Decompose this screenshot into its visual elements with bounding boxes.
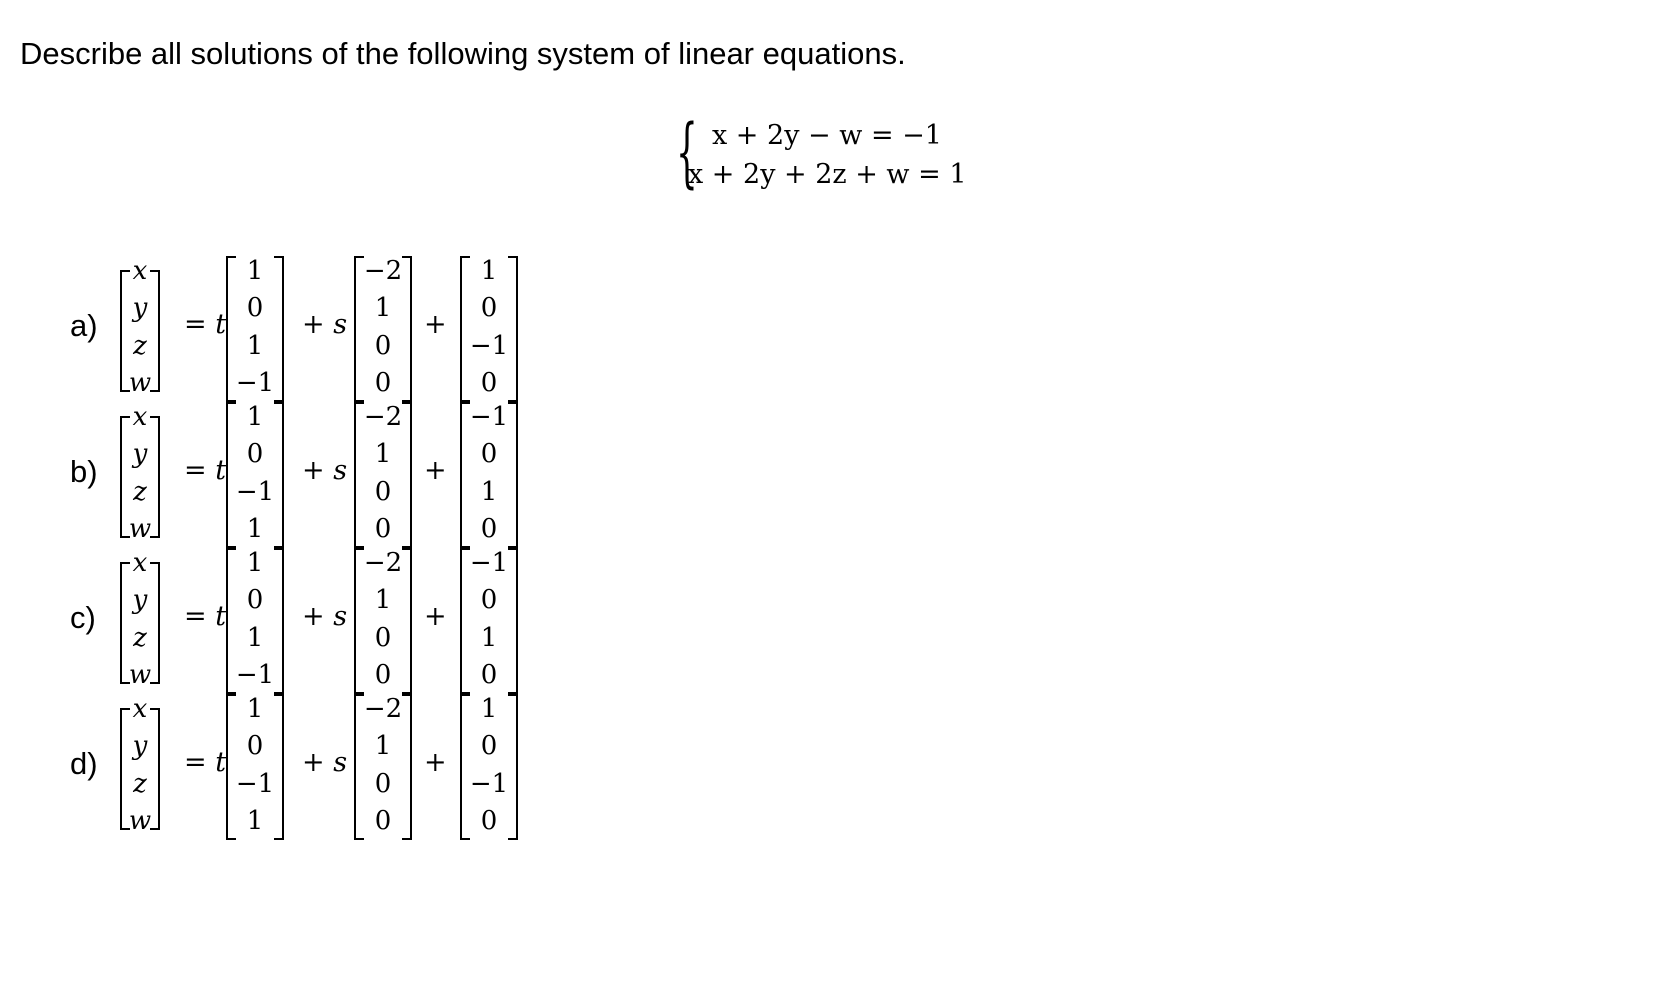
vector-s xyxy=(354,544,412,694)
variable-vector xyxy=(120,690,160,840)
parameter-s: s xyxy=(333,309,348,340)
parameter-t: t xyxy=(215,747,227,778)
option-label: b) xyxy=(70,454,98,489)
vector-entries xyxy=(460,544,518,694)
vector-entry: 1 xyxy=(246,256,264,286)
vector-entry: 0 xyxy=(480,439,498,469)
option-a[interactable] xyxy=(0,252,600,402)
vector-entry: w xyxy=(128,806,152,836)
vector-constant xyxy=(460,544,518,694)
equals-sign: = xyxy=(184,747,207,778)
vector-entry: 0 xyxy=(480,368,498,398)
vector-entry: 1 xyxy=(374,731,392,761)
vector-entry: 0 xyxy=(374,623,392,653)
vector-entries xyxy=(120,252,160,402)
parameter-s: s xyxy=(333,601,348,632)
vector-constant xyxy=(460,398,518,548)
vector-entry: 1 xyxy=(480,477,498,507)
option-d[interactable] xyxy=(0,690,600,840)
equation-2-rhs: = 1 xyxy=(918,159,967,190)
vector-entries xyxy=(120,398,160,548)
vector-entry: 1 xyxy=(246,548,264,578)
vector-constant xyxy=(460,690,518,840)
vector-entry: −2 xyxy=(363,694,403,724)
vector-entry: 0 xyxy=(374,331,392,361)
vector-entry: 1 xyxy=(374,293,392,323)
vector-s xyxy=(354,398,412,548)
plus-s xyxy=(302,455,347,486)
vector-entry: 0 xyxy=(480,585,498,615)
parameter-s: s xyxy=(333,747,348,778)
vector-s xyxy=(354,252,412,402)
option-b[interactable] xyxy=(0,398,600,548)
vector-t xyxy=(226,544,284,694)
vector-entries xyxy=(354,398,412,548)
vector-entry: −1 xyxy=(235,660,275,690)
vector-entry: y xyxy=(132,293,148,323)
vector-entry: −1 xyxy=(469,402,509,432)
vector-entry: 1 xyxy=(246,402,264,432)
vector-entry: 0 xyxy=(374,368,392,398)
vector-entry: 0 xyxy=(480,806,498,836)
vector-entry: 1 xyxy=(480,256,498,286)
vector-entry: 1 xyxy=(246,806,264,836)
variable-vector xyxy=(120,544,160,694)
vector-entry: z xyxy=(133,331,147,361)
vector-entry: x xyxy=(132,548,148,578)
vector-entry: 0 xyxy=(246,439,264,469)
vector-s xyxy=(354,690,412,840)
vector-entry: 0 xyxy=(374,806,392,836)
vector-entry: z xyxy=(133,477,147,507)
vector-entry: 1 xyxy=(246,514,264,544)
plus-s xyxy=(302,309,347,340)
plus-sign: + xyxy=(302,747,325,778)
vector-entry: 0 xyxy=(246,731,264,761)
equation-1-lhs: x + 2y − w xyxy=(712,120,863,151)
vector-t xyxy=(226,690,284,840)
vector-entry: 0 xyxy=(374,514,392,544)
vector-entries xyxy=(120,690,160,840)
vector-entry: 1 xyxy=(246,623,264,653)
plus-sign: + xyxy=(424,601,447,632)
option-label: a) xyxy=(70,308,98,343)
vector-entry: −1 xyxy=(469,331,509,361)
plus-sign: + xyxy=(302,309,325,340)
vector-entry: 1 xyxy=(480,694,498,724)
vector-entry: y xyxy=(132,585,148,615)
vector-constant xyxy=(460,252,518,402)
vector-entries xyxy=(226,252,284,402)
parameter-s: s xyxy=(333,455,348,486)
vector-entry: 1 xyxy=(246,331,264,361)
plus-sign: + xyxy=(424,309,447,340)
plus-sign: + xyxy=(424,455,447,486)
vector-entry: 1 xyxy=(480,623,498,653)
parameter-t: t xyxy=(215,601,227,632)
option-c[interactable] xyxy=(0,544,600,694)
vector-entry: −1 xyxy=(235,368,275,398)
vector-t xyxy=(226,398,284,548)
equation-1 xyxy=(712,120,942,151)
plus-constant xyxy=(424,601,447,632)
variable-vector xyxy=(120,398,160,548)
vector-entry: 1 xyxy=(374,439,392,469)
variable-vector xyxy=(120,252,160,402)
vector-entry: z xyxy=(133,769,147,799)
vector-entry: −1 xyxy=(469,548,509,578)
equation-2 xyxy=(688,159,967,190)
option-label: d) xyxy=(70,746,98,781)
vector-entry: 1 xyxy=(374,585,392,615)
vector-t xyxy=(226,252,284,402)
option-label: c) xyxy=(70,600,96,635)
vector-entry: 0 xyxy=(246,585,264,615)
equation-system xyxy=(676,107,996,200)
vector-entry: y xyxy=(132,731,148,761)
vector-entry: w xyxy=(128,660,152,690)
parameter-t: t xyxy=(215,455,227,486)
equation-2-lhs: x + 2y + 2z + w xyxy=(688,159,910,190)
vector-entry: 0 xyxy=(480,293,498,323)
vector-entry: −2 xyxy=(363,256,403,286)
vector-entry: y xyxy=(132,439,148,469)
vector-entry: −2 xyxy=(363,402,403,432)
plus-s xyxy=(302,747,347,778)
equation-1-rhs: = −1 xyxy=(870,120,942,151)
equals-t xyxy=(184,455,226,486)
plus-sign: + xyxy=(302,601,325,632)
plus-constant xyxy=(424,309,447,340)
vector-entries xyxy=(120,544,160,694)
equals-sign: = xyxy=(184,309,207,340)
vector-entries xyxy=(226,398,284,548)
vector-entry: 0 xyxy=(480,731,498,761)
parameter-t: t xyxy=(215,309,227,340)
vector-entry: x xyxy=(132,402,148,432)
equals-t xyxy=(184,309,226,340)
vector-entry: x xyxy=(132,694,148,724)
vector-entries xyxy=(354,544,412,694)
vector-entry: −2 xyxy=(363,548,403,578)
vector-entries xyxy=(226,690,284,840)
vector-entry: −1 xyxy=(235,477,275,507)
equals-t xyxy=(184,601,226,632)
vector-entry: w xyxy=(128,368,152,398)
vector-entry: w xyxy=(128,514,152,544)
vector-entries xyxy=(460,690,518,840)
vector-entry: 0 xyxy=(480,660,498,690)
equals-sign: = xyxy=(184,601,207,632)
vector-entry: 0 xyxy=(246,293,264,323)
left-brace: { xyxy=(676,107,698,196)
vector-entry: −1 xyxy=(469,769,509,799)
plus-constant xyxy=(424,747,447,778)
vector-entry: 0 xyxy=(374,477,392,507)
vector-entry: 0 xyxy=(480,514,498,544)
vector-entries xyxy=(460,252,518,402)
plus-s xyxy=(302,601,347,632)
vector-entries xyxy=(354,690,412,840)
plus-sign: + xyxy=(424,747,447,778)
vector-entries xyxy=(354,252,412,402)
vector-entries xyxy=(226,544,284,694)
vector-entry: z xyxy=(133,623,147,653)
vector-entry: x xyxy=(132,256,148,286)
question-text: Describe all solutions of the following system of linear equations. xyxy=(20,36,906,71)
equals-sign: = xyxy=(184,455,207,486)
vector-entry: 0 xyxy=(374,660,392,690)
vector-entry: −1 xyxy=(235,769,275,799)
vector-entry: 1 xyxy=(246,694,264,724)
plus-sign: + xyxy=(302,455,325,486)
plus-constant xyxy=(424,455,447,486)
equals-t xyxy=(184,747,226,778)
vector-entry: 0 xyxy=(374,769,392,799)
vector-entries xyxy=(460,398,518,548)
